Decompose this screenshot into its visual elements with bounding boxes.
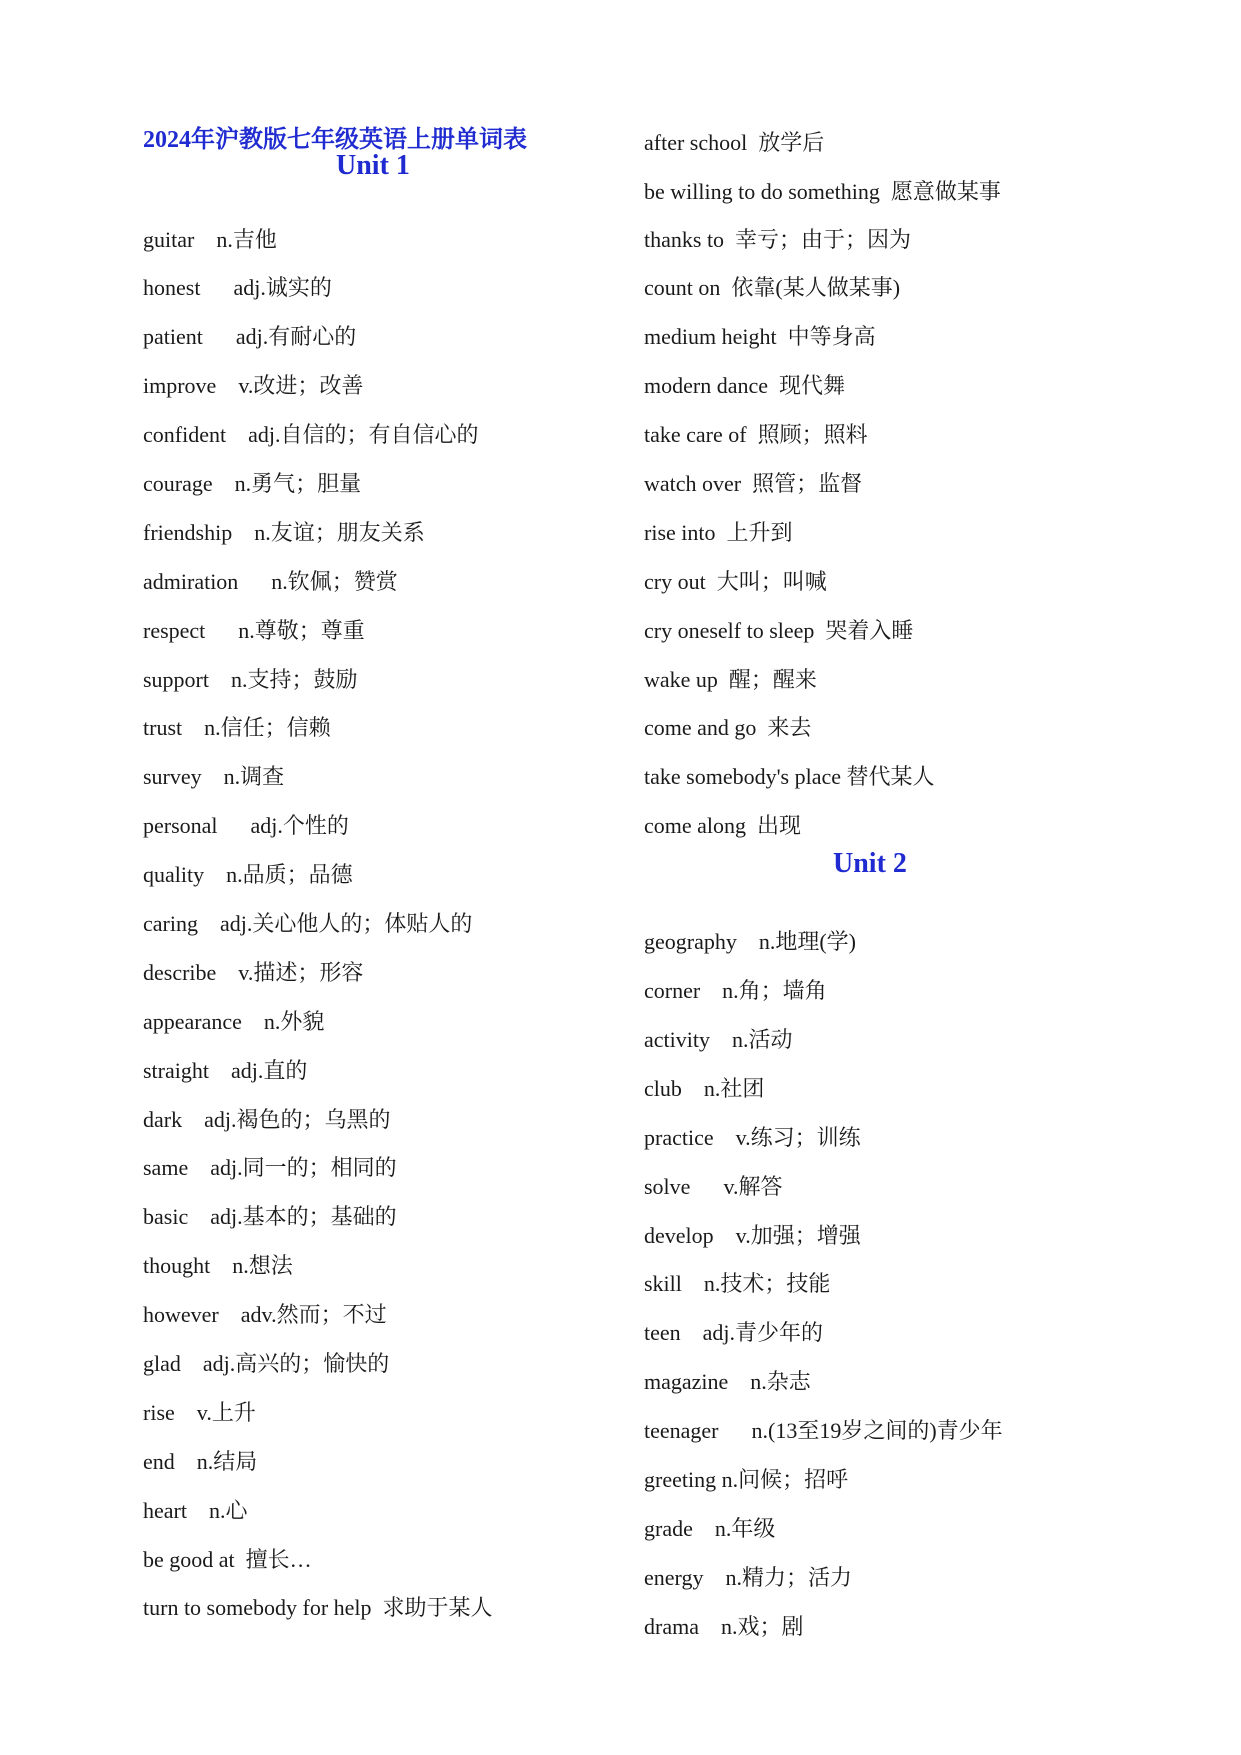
word-entry: be good at 擅长… — [143, 1547, 312, 1572]
word-entry: turn to somebody for help 求助于某人 — [143, 1595, 493, 1620]
word-entry: club n.社团 — [644, 1076, 765, 1101]
phrase-entry: thanks to 幸亏；由于；因为 — [644, 227, 912, 252]
document-title: 2024年沪教版七年级英语上册单词表 — [143, 127, 527, 153]
word-entry: teen adj.青少年的 — [644, 1320, 824, 1345]
phrase-entry: cry out 大叫；叫喊 — [644, 569, 827, 594]
word-entry: basic adj.基本的；基础的 — [143, 1204, 397, 1229]
phrase-entry: rise into 上升到 — [644, 520, 793, 545]
word-entry: straight adj.直的 — [143, 1058, 308, 1083]
word-entry: solve v.解答 — [644, 1174, 783, 1199]
word-entry: however adv.然而；不过 — [143, 1302, 387, 1327]
word-entry: develop v.加强；增强 — [644, 1223, 861, 1248]
word-entry: caring adj.关心他人的；体贴人的 — [143, 911, 473, 936]
word-entry: courage n.勇气；胆量 — [143, 471, 362, 496]
word-entry: respect n.尊敬；尊重 — [143, 618, 365, 643]
phrase-entry: watch over 照管；监督 — [644, 471, 863, 496]
word-entry: end n.结局 — [143, 1449, 258, 1474]
word-entry: friendship n.友谊；朋友关系 — [143, 520, 425, 545]
word-entry: drama n.戏；剧 — [644, 1614, 804, 1639]
word-entry: geography n.地理(学) — [644, 929, 857, 954]
phrase-entry: medium height 中等身高 — [644, 324, 876, 349]
word-entry: trust n.信任；信赖 — [143, 715, 331, 740]
word-entry: guitar n.吉他 — [143, 227, 277, 252]
word-entry: confident adj.自信的；有自信心的 — [143, 422, 479, 447]
word-entry: practice v.练习；训练 — [644, 1125, 861, 1150]
unit-2-heading: Unit 2 — [833, 848, 907, 879]
word-entry: energy n.精力；活力 — [644, 1565, 852, 1590]
phrase-entry: wake up 醒；醒来 — [644, 667, 817, 692]
word-entry: support n.支持；鼓励 — [143, 667, 358, 692]
unit-1-heading: Unit 1 — [336, 150, 410, 181]
word-entry: dark adj.褐色的；乌黑的 — [143, 1107, 391, 1132]
word-entry: skill n.技术；技能 — [644, 1271, 831, 1296]
word-entry: personal adj.个性的 — [143, 813, 349, 838]
word-entry: heart n.心 — [143, 1498, 248, 1523]
word-entry: magazine n.杂志 — [644, 1369, 811, 1394]
word-entry: patient adj.有耐心的 — [143, 324, 357, 349]
word-entry: survey n.调查 — [143, 764, 285, 789]
phrase-entry: come and go 来去 — [644, 715, 812, 740]
phrase-entry: count on 依靠(某人做某事) — [644, 275, 901, 300]
word-entry: improve v.改进；改善 — [143, 373, 364, 398]
phrase-entry: be willing to do something 愿意做某事 — [644, 179, 1001, 204]
phrase-entry: after school 放学后 — [644, 130, 825, 155]
word-entry: describe v.描述；形容 — [143, 960, 364, 985]
word-entry: corner n.角；墙角 — [644, 978, 827, 1003]
word-entry: quality n.品质；品德 — [143, 862, 353, 887]
word-entry: glad adj.高兴的；愉快的 — [143, 1351, 390, 1376]
phrase-entry: take somebody's place 替代某人 — [644, 764, 935, 789]
word-entry: same adj.同一的；相同的 — [143, 1155, 397, 1180]
word-entry: activity n.活动 — [644, 1027, 793, 1052]
phrase-entry: come along 出现 — [644, 813, 802, 838]
word-entry: greeting n.问候；招呼 — [644, 1467, 849, 1492]
word-entry: thought n.想法 — [143, 1253, 293, 1278]
phrase-entry: modern dance 现代舞 — [644, 373, 845, 398]
phrase-entry: cry oneself to sleep 哭着入睡 — [644, 618, 914, 643]
word-entry: grade n.年级 — [644, 1516, 776, 1541]
word-entry: admiration n.钦佩；赞赏 — [143, 569, 398, 594]
word-entry: rise v.上升 — [143, 1400, 256, 1425]
word-entry: honest adj.诚实的 — [143, 275, 332, 300]
phrase-entry: take care of 照顾；照料 — [644, 422, 868, 447]
word-entry: teenager n.(13至19岁之间的)青少年 — [644, 1418, 1003, 1443]
word-entry: appearance n.外貌 — [143, 1009, 325, 1034]
